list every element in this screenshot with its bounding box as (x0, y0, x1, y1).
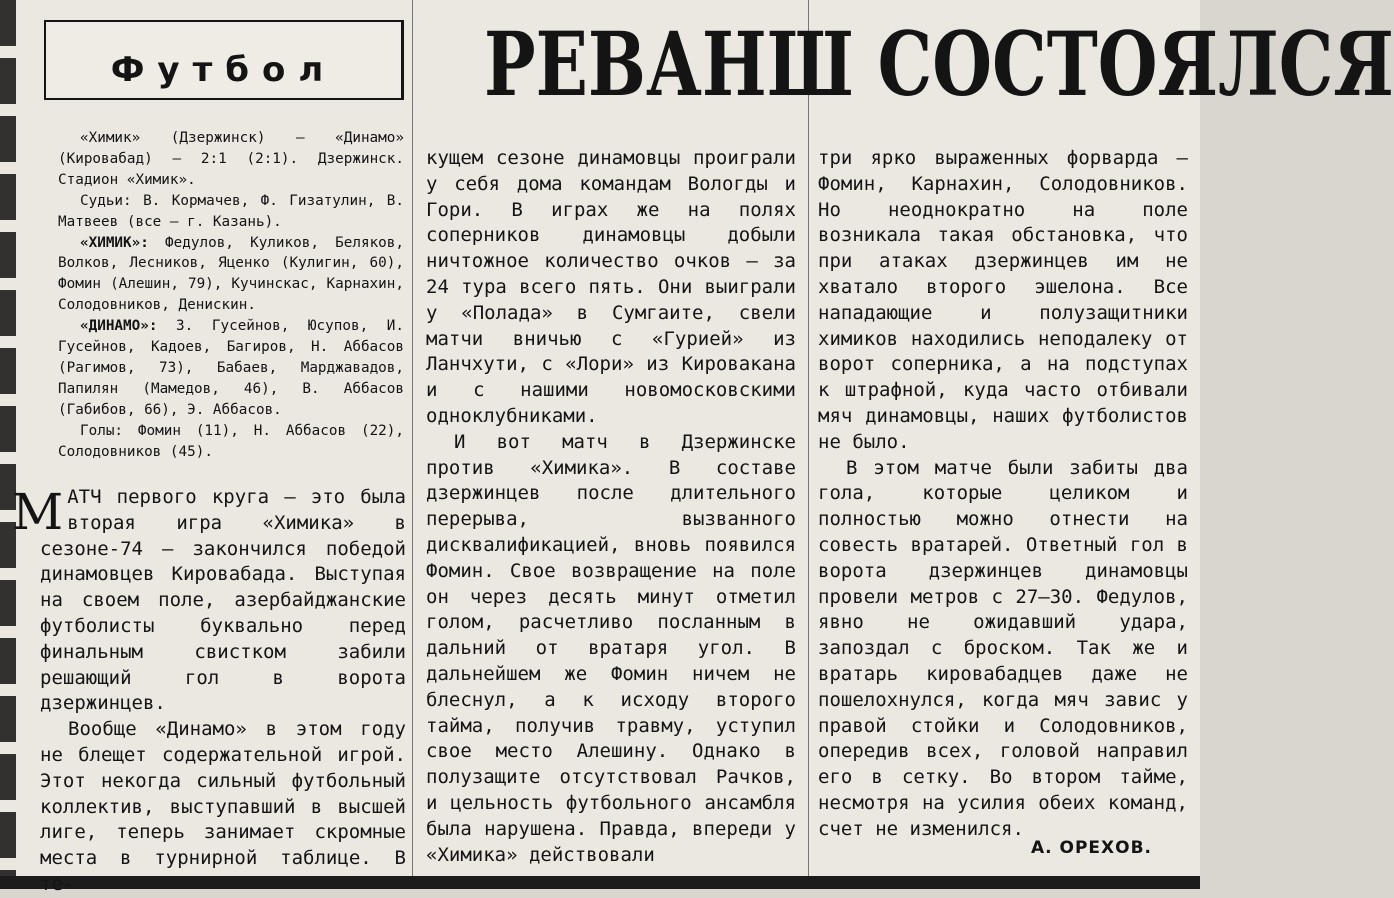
match-referees: Судьи: В. Кормачев, Ф. Гизатулин, В. Матвеев (все — г. Казань). (58, 192, 404, 230)
article-paragraph: И вот матч в Дзержинске против «Химика». В составе дзержинцев после длительного перерыва, вызванного дисквалификацией, вновь появился Фомин. Свое возвращение на поле он через десять минут отметил голом, расчетливо посланным в дальний от вратаря угол. В дальнейшем же Фомин ничем не блеснул, а к исходу второго тайма, получив травму, уступил свое место Алешину. Однако в полузащите отсутствовал Рачков, и цельность футбольного ансамбля была нарушена. Правда, впереди у «Химика» действовали (426, 430, 796, 866)
himik-team-label: «ХИМИК»: (80, 234, 149, 251)
author-signature: А. ОРЕХОВ. (1030, 838, 1152, 858)
article-column-2 (426, 146, 796, 868)
column-rule (412, 0, 413, 876)
himik-lineup (58, 233, 404, 317)
column-rule (808, 0, 809, 876)
dinamo-lineup (58, 316, 404, 421)
section-label: Футбол (110, 50, 337, 90)
article-paragraph: Вообще «Динамо» в этом году не блещет содержательной игрой. Этот некогда сильный футбольный коллектив, выступавший в высшей лиге, теперь занимает скромные места в турнирной таблице. В те- (40, 718, 406, 895)
himik-lineup-text: Федулов, Куликов, Беляков, Волков, Лесников, Яценко (Кулигин, 60), Фомин (Алешин, 79), Кучинскас, Карнахин, Солодовников, Денискин. (58, 234, 404, 314)
page-edge-shadow (0, 0, 16, 889)
article-paragraph: три ярко выраженных форварда — Фомин, Карнахин, Солодовников. Но неоднократно на поле возникала такая обстановка, что при атаках дзержинцев им не хватало второго эшелона. Все нападающие и полузащитники химиков находились неподалеку от ворот соперника, а на подступах к штрафной, куда часто отбивали мяч динамовцы, наших футболистов не было. (818, 147, 1188, 453)
article-paragraph (12, 483, 406, 717)
article-paragraph-text: АТЧ первого круга — это была вторая игра «Химика» в сезоне-74 — закончился победой динамовцев Кировабада. Выступая на своем поле, азербайджанские футболисты буквально перед финальным свистком забили решающий гол в ворота дзержинцев. (40, 486, 406, 715)
article-column-3 (818, 146, 1188, 843)
headline: РЕВАНШ СОСТОЯЛСЯ (484, 12, 1394, 116)
match-teams: «Химик» (Дзержинск) — «Динамо» (Кировабад) — 2:1 (2:1). Дзержинск. Стадион «Химик». (58, 130, 404, 188)
article-paragraph: кущем сезоне динамовцы проиграли у себя дома командам Вологды и Гори. В играх же на полях соперников динамовцы добыли ничтожное количество очков — за 24 тура всего пять. Они выиграли у «Полада» в Сумгаите, свели матчи вничью с «Гурией» из Ланчхути, с «Лори» из Кировакана и с нашими новомосковскими одноклубниками. (426, 147, 796, 427)
match-goals: Голы: Фомин (11), Н. Аббасов (22), Солодовников (45). (58, 422, 404, 460)
match-info (58, 128, 404, 463)
section-box (44, 20, 404, 100)
article-paragraph: В этом матче были забиты два гола, которые целиком и полностью можно отнести на совесть вратарей. Ответный гол в ворота дзержинцев динамовцы провели метров с 27—30. Федулов, явно не ожидавший удара, запоздал с броском. Так же и вратарь кировабадцев даже не пошелохнулся, когда мяч завис у правой стойки и Солодовников, опередив всех, головой направил его в сетку. Во втором тайме, несмотря на усилия обеих команд, счет не изменился. (818, 456, 1188, 840)
article-column-1 (12, 483, 406, 898)
dinamo-lineup-text: З. Гусейнов, Юсупов, И. Гусейнов, Кадоев, Багиров, Н. Аббасов (Рагимов, 73), Бабаев, Марджавадов, Папилян (Мамедов, 46), В. Аббасов (Габибов, 66), Э. Аббасов. (58, 318, 404, 418)
drop-cap: М (12, 483, 64, 541)
dinamo-team-label: «ДИНАМО»: (80, 318, 158, 335)
